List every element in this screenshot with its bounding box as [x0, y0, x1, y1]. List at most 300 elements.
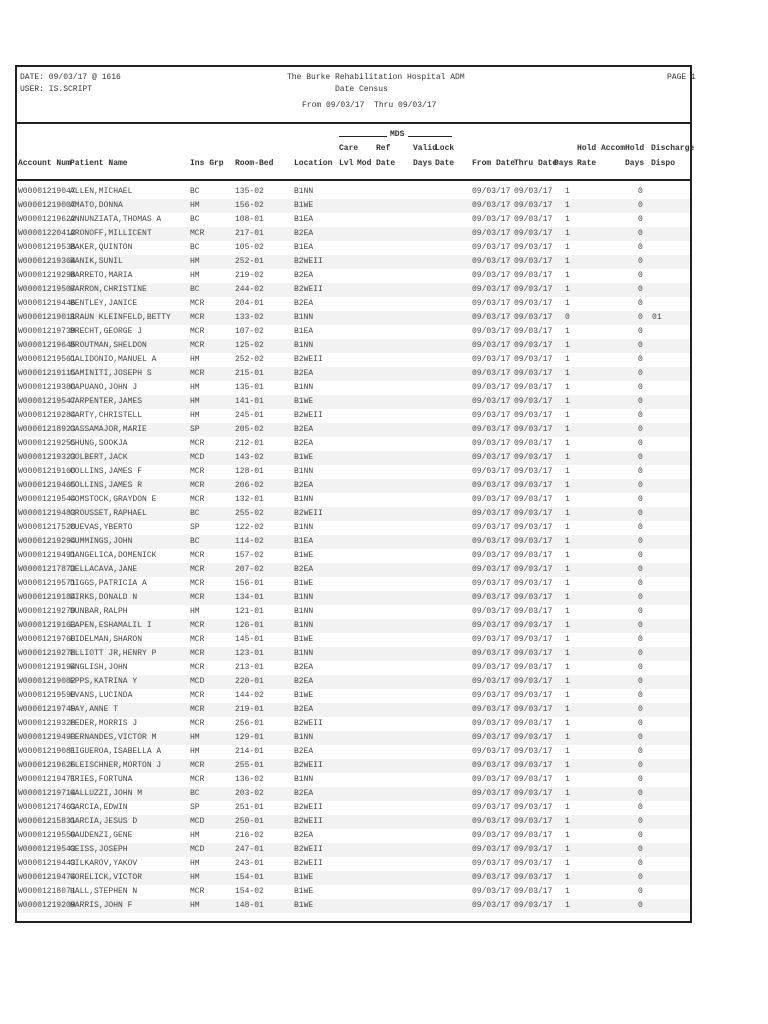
table-row [17, 577, 690, 591]
cell-days: 1 [565, 467, 570, 476]
cell-location: B1NN [294, 621, 314, 630]
col-rate: Rate [577, 159, 597, 168]
cell-account-num: W00001219007 [18, 201, 76, 210]
table-row [17, 255, 690, 269]
cell-days: 1 [565, 369, 570, 378]
cell-room-bed: 123-01 [235, 649, 264, 658]
cell-account-num: W00001219160 [18, 467, 76, 476]
cell-from-date: 09/03/17 [472, 285, 511, 294]
cell-account-num: W00001219550 [18, 831, 76, 840]
cell-patient-name: CAMINITI,JOSEPH S [70, 369, 152, 378]
cell-account-num: W00001219364 [18, 257, 76, 266]
cell-account-num: W00001217528 [18, 523, 76, 532]
cell-from-date: 09/03/17 [472, 775, 511, 784]
table-row [17, 325, 690, 339]
cell-thru-date: 09/03/17 [514, 481, 553, 490]
cell-thru-date: 09/03/17 [514, 873, 553, 882]
cell-room-bed: 252-02 [235, 355, 264, 364]
cell-days: 1 [565, 607, 570, 616]
cell-account-num: W00001219278 [18, 649, 76, 658]
table-row [17, 521, 690, 535]
cell-thru-date: 09/03/17 [514, 831, 553, 840]
cell-hold-days: 0 [638, 341, 643, 350]
cell-ins-grp: BC [190, 509, 200, 518]
col-care-top: Care [339, 144, 359, 153]
cell-patient-name: CUMMINGS,JOHN [70, 537, 133, 546]
cell-ins-grp: MCR [190, 313, 205, 322]
cell-thru-date: 09/03/17 [514, 621, 553, 630]
cell-from-date: 09/03/17 [472, 607, 511, 616]
cell-hold-days: 0 [638, 887, 643, 896]
cell-days: 1 [565, 397, 570, 406]
cell-days: 1 [565, 299, 570, 308]
cell-ins-grp: HM [190, 383, 200, 392]
cell-patient-name: FERNANDES,VICTOR M [70, 733, 157, 742]
cell-location: B2WEII [294, 257, 323, 266]
table-row [17, 843, 690, 857]
cell-thru-date: 09/03/17 [514, 425, 553, 434]
cell-hold-days: 0 [638, 537, 643, 546]
cell-hold-days: 0 [638, 621, 643, 630]
cell-ins-grp: MCR [190, 649, 205, 658]
cell-account-num: W00001219446 [18, 299, 76, 308]
cell-days: 1 [565, 551, 570, 560]
table-row [17, 815, 690, 829]
cell-thru-date: 09/03/17 [514, 215, 553, 224]
table-row [17, 829, 690, 843]
cell-room-bed: 245-01 [235, 411, 264, 420]
cell-thru-date: 09/03/17 [514, 201, 553, 210]
cell-location: B2EA [294, 747, 314, 756]
cell-ins-grp: HM [190, 201, 200, 210]
cell-ins-grp: MCR [190, 467, 205, 476]
cell-room-bed: 250-01 [235, 817, 264, 826]
cell-ins-grp: HM [190, 397, 200, 406]
cell-ins-grp: MCR [190, 579, 205, 588]
cell-location: B1NN [294, 775, 314, 784]
cell-account-num: W00001219298 [18, 271, 76, 280]
cell-location: B2EA [294, 565, 314, 574]
cell-ins-grp: HM [190, 355, 200, 364]
cell-days: 1 [565, 215, 570, 224]
cell-patient-name: CROUSSET,RAPHAEL [70, 509, 147, 518]
cell-account-num: W00001219284 [18, 411, 76, 420]
cell-from-date: 09/03/17 [472, 691, 511, 700]
cell-from-date: 09/03/17 [472, 453, 511, 462]
cell-room-bed: 213-01 [235, 663, 264, 672]
col-dispo: Dispo [651, 159, 676, 168]
cell-hold-days: 0 [638, 299, 643, 308]
cell-hold-days: 0 [638, 831, 643, 840]
table-row [17, 563, 690, 577]
cell-room-bed: 203-02 [235, 789, 264, 798]
cell-hold-days: 0 [638, 411, 643, 420]
cell-thru-date: 09/03/17 [514, 803, 553, 812]
cell-thru-date: 09/03/17 [514, 817, 553, 826]
cell-room-bed: 243-01 [235, 859, 264, 868]
cell-account-num: W00001219760 [18, 635, 76, 644]
cell-thru-date: 09/03/17 [514, 593, 553, 602]
cell-hold-days: 0 [638, 257, 643, 266]
cell-account-num: W00001219538 [18, 243, 76, 252]
cell-patient-name: ENGLISH,JOHN [70, 663, 128, 672]
cell-patient-name: FEDER,MORRIS J [70, 719, 138, 728]
cell-location: B2EA [294, 663, 314, 672]
cell-days: 1 [565, 327, 570, 336]
cell-location: B1WE [294, 579, 314, 588]
cell-patient-name: DELLACAVA,JANE [70, 565, 138, 574]
table-row [17, 549, 690, 563]
cell-from-date: 09/03/17 [472, 271, 511, 280]
cell-room-bed: 219-01 [235, 705, 264, 714]
cell-location: B1NN [294, 495, 314, 504]
cell-thru-date: 09/03/17 [514, 747, 553, 756]
cell-thru-date: 09/03/17 [514, 453, 553, 462]
cell-hold-days: 0 [638, 495, 643, 504]
col-valid-days: Days [413, 159, 433, 168]
cell-days: 1 [565, 873, 570, 882]
cell-account-num: W00001219543 [18, 845, 76, 854]
cell-account-num: W00001219474 [18, 873, 76, 882]
cell-hold-days: 0 [638, 677, 643, 686]
cell-hold-days: 0 [638, 481, 643, 490]
cell-from-date: 09/03/17 [472, 257, 511, 266]
cell-from-date: 09/03/17 [472, 229, 511, 238]
cell-patient-name: CARTY,CHRISTELL [70, 411, 143, 420]
cell-days: 1 [565, 425, 570, 434]
table-row [17, 241, 690, 255]
cell-from-date: 09/03/17 [472, 873, 511, 882]
cell-hold-days: 0 [638, 733, 643, 742]
cell-from-date: 09/03/17 [472, 369, 511, 378]
cell-room-bed: 133-02 [235, 313, 264, 322]
cell-thru-date: 09/03/17 [514, 537, 553, 546]
table-row [17, 339, 690, 353]
cell-from-date: 09/03/17 [472, 425, 511, 434]
cell-hold-days: 0 [638, 467, 643, 476]
cell-from-date: 09/03/17 [472, 397, 511, 406]
cell-room-bed: 204-01 [235, 299, 264, 308]
cell-from-date: 09/03/17 [472, 313, 511, 322]
cell-location: B2WEII [294, 509, 323, 518]
cell-account-num: W00001219323 [18, 453, 76, 462]
cell-patient-name: CASSAMAJOR,MARIE [70, 425, 147, 434]
cell-ins-grp: MCR [190, 565, 205, 574]
cell-account-num: W00001215831 [18, 817, 76, 826]
col-mod: Mod [357, 159, 372, 168]
cell-location: B1NN [294, 593, 314, 602]
cell-account-num: W00001219255 [18, 439, 76, 448]
cell-location: B1EA [294, 537, 314, 546]
cell-location: B1WE [294, 887, 314, 896]
cell-days: 1 [565, 691, 570, 700]
cell-hold-days: 0 [638, 649, 643, 658]
col-hold-accom-top: Hold Accom [577, 144, 626, 153]
cell-account-num: W00001219544 [18, 495, 76, 504]
cell-location: B1NN [294, 383, 314, 392]
census-rows [17, 185, 690, 913]
cell-thru-date: 09/03/17 [514, 369, 553, 378]
cell-account-num: W00001219081 [18, 747, 76, 756]
cell-room-bed: 214-01 [235, 747, 264, 756]
table-row [17, 871, 690, 885]
cell-hold-days: 0 [638, 271, 643, 280]
cell-from-date: 09/03/17 [472, 831, 511, 840]
cell-hold-days: 0 [638, 817, 643, 826]
cell-room-bed: 212-01 [235, 439, 264, 448]
cell-days: 1 [565, 481, 570, 490]
table-row [17, 367, 690, 381]
cell-location: B2WEII [294, 411, 323, 420]
cell-days: 1 [565, 789, 570, 798]
cell-account-num: W00001219714 [18, 789, 76, 798]
cell-thru-date: 09/03/17 [514, 705, 553, 714]
cell-thru-date: 09/03/17 [514, 467, 553, 476]
cell-location: B1WE [294, 873, 314, 882]
mds-label: MDS [390, 130, 405, 139]
table-row [17, 759, 690, 773]
table-row [17, 479, 690, 493]
cell-from-date: 09/03/17 [472, 439, 511, 448]
cell-from-date: 09/03/17 [472, 705, 511, 714]
cell-location: B2EA [294, 369, 314, 378]
cell-hold-days: 0 [638, 747, 643, 756]
cell-patient-name: BENTLEY,JANICE [70, 299, 138, 308]
cell-location: B1NN [294, 341, 314, 350]
cell-room-bed: 205-02 [235, 425, 264, 434]
cell-patient-name: BARRON,CHRISTINE [70, 285, 147, 294]
cell-account-num: W00001219547 [18, 397, 76, 406]
cell-location: B1NN [294, 733, 314, 742]
cell-ins-grp: BC [190, 789, 200, 798]
cell-thru-date: 09/03/17 [514, 509, 553, 518]
cell-patient-name: ALLEN,MICHAEL [70, 187, 133, 196]
cell-patient-name: COLLINS,JAMES R [70, 481, 143, 490]
cell-room-bed: 125-02 [235, 341, 264, 350]
cell-room-bed: 216-02 [235, 831, 264, 840]
cell-account-num: W00001219011 [18, 313, 76, 322]
cell-account-num: W00001219294 [18, 537, 76, 546]
cell-from-date: 09/03/17 [472, 299, 511, 308]
table-row [17, 605, 690, 619]
cell-account-num: W00001219491 [18, 551, 76, 560]
col-from-date: From Date [472, 159, 516, 168]
table-row [17, 745, 690, 759]
table-row [17, 297, 690, 311]
cell-patient-name: ELLIOTT JR,HENRY P [70, 649, 157, 658]
cell-patient-name: GILKAROV,YAKOV [70, 859, 138, 868]
cell-days: 1 [565, 705, 570, 714]
cell-from-date: 09/03/17 [472, 551, 511, 560]
cell-ins-grp: BC [190, 215, 200, 224]
cell-patient-name: FIGUEROA,ISABELLA A [70, 747, 162, 756]
table-row [17, 591, 690, 605]
cell-room-bed: 108-01 [235, 215, 264, 224]
table-row [17, 661, 690, 675]
col-hold-top: Hold [625, 144, 645, 153]
cell-account-num: W00001217463 [18, 803, 76, 812]
cell-account-num: W00001219465 [18, 481, 76, 490]
cell-hold-days: 0 [638, 383, 643, 392]
cell-from-date: 09/03/17 [472, 761, 511, 770]
col-patient-name: Patient Name [70, 159, 128, 168]
cell-location: B1NN [294, 467, 314, 476]
table-row [17, 283, 690, 297]
cell-room-bed: 141-01 [235, 397, 264, 406]
col-lock-date: Date [435, 159, 455, 168]
cell-hold-days: 0 [638, 229, 643, 238]
cell-thru-date: 09/03/17 [514, 411, 553, 420]
cell-account-num: W00001219626 [18, 761, 76, 770]
cell-thru-date: 09/03/17 [514, 635, 553, 644]
cell-room-bed: 126-01 [235, 621, 264, 630]
cell-days: 1 [565, 775, 570, 784]
cell-location: B2WEII [294, 859, 323, 868]
cell-hold-days: 0 [638, 201, 643, 210]
cell-account-num: W00001219194 [18, 663, 76, 672]
cell-location: B1NN [294, 187, 314, 196]
cell-days: 1 [565, 803, 570, 812]
cell-days: 1 [565, 285, 570, 294]
cell-ins-grp: HM [190, 257, 200, 266]
cell-room-bed: 156-01 [235, 579, 264, 588]
cell-room-bed: 220-01 [235, 677, 264, 686]
table-row [17, 493, 690, 507]
cell-from-date: 09/03/17 [472, 243, 511, 252]
cell-from-date: 09/03/17 [472, 509, 511, 518]
cell-thru-date: 09/03/17 [514, 243, 553, 252]
cell-room-bed: 121-01 [235, 607, 264, 616]
cell-hold-days: 0 [638, 187, 643, 196]
cell-hold-days: 0 [638, 607, 643, 616]
cell-hold-days: 0 [638, 719, 643, 728]
table-row [17, 535, 690, 549]
cell-account-num: W00001219115 [18, 369, 76, 378]
table-row [17, 633, 690, 647]
table-row [17, 465, 690, 479]
cell-hold-days: 0 [638, 579, 643, 588]
cell-location: B2WEII [294, 285, 323, 294]
cell-from-date: 09/03/17 [472, 663, 511, 672]
col-ref-top: Ref [376, 144, 391, 153]
page-number: PAGE 1 [667, 73, 696, 82]
cell-location: B1WE [294, 691, 314, 700]
cell-thru-date: 09/03/17 [514, 579, 553, 588]
cell-hold-days: 0 [638, 901, 643, 910]
cell-location: B2EA [294, 831, 314, 840]
cell-ins-grp: MCD [190, 817, 205, 826]
cell-days: 1 [565, 439, 570, 448]
cell-hold-days: 0 [638, 453, 643, 462]
cell-patient-name: CAPUANO,JOHN J [70, 383, 138, 392]
cell-days: 1 [565, 243, 570, 252]
cell-from-date: 09/03/17 [472, 621, 511, 630]
cell-patient-name: BARRETO,MARIA [70, 271, 133, 280]
table-row [17, 451, 690, 465]
cell-ins-grp: MCR [190, 327, 205, 336]
cell-room-bed: 256-01 [235, 719, 264, 728]
table-row [17, 227, 690, 241]
cell-days: 0 [565, 313, 570, 322]
cell-thru-date: 09/03/17 [514, 551, 553, 560]
cell-room-bed: 135-02 [235, 187, 264, 196]
table-row [17, 899, 690, 913]
cell-account-num: W00001219380 [18, 383, 76, 392]
cell-account-num: W00001218071 [18, 887, 76, 896]
cell-room-bed: 144-02 [235, 691, 264, 700]
table-row [17, 213, 690, 227]
cell-location: B2EA [294, 481, 314, 490]
cell-ins-grp: SP [190, 523, 200, 532]
cell-days: 1 [565, 411, 570, 420]
cell-hold-days: 0 [638, 243, 643, 252]
cell-patient-name: FRIES,FORTUNA [70, 775, 133, 784]
table-row [17, 409, 690, 423]
cell-discharge-dispo: 01 [652, 313, 662, 322]
report-header [17, 67, 696, 124]
cell-from-date: 09/03/17 [472, 467, 511, 476]
cell-patient-name: BRAUN KLEINFELD,BETTY [70, 313, 171, 322]
cell-hold-days: 0 [638, 425, 643, 434]
table-row [17, 423, 690, 437]
cell-from-date: 09/03/17 [472, 649, 511, 658]
cell-hold-days: 0 [638, 775, 643, 784]
cell-days: 1 [565, 719, 570, 728]
cell-hold-days: 0 [638, 313, 643, 322]
cell-days: 1 [565, 355, 570, 364]
cell-location: B1NN [294, 607, 314, 616]
cell-days: 1 [565, 509, 570, 518]
cell-account-num: W00001217873 [18, 565, 76, 574]
cell-hold-days: 0 [638, 523, 643, 532]
cell-patient-name: GAUDENZI,GENE [70, 831, 133, 840]
cell-days: 1 [565, 453, 570, 462]
col-valid-top: Valid [413, 144, 438, 153]
table-row [17, 675, 690, 689]
cell-from-date: 09/03/17 [472, 733, 511, 742]
table-row [17, 885, 690, 899]
cell-room-bed: 255-02 [235, 509, 264, 518]
cell-location: B2EA [294, 705, 314, 714]
cell-thru-date: 09/03/17 [514, 901, 553, 910]
cell-days: 1 [565, 229, 570, 238]
cell-patient-name: HARRIS,JOHN F [70, 901, 133, 910]
col-hold-days: Days [625, 159, 645, 168]
cell-account-num: W00001218923 [18, 425, 76, 434]
cell-patient-name: GORELICK,VICTOR [70, 873, 143, 882]
cell-thru-date: 09/03/17 [514, 495, 553, 504]
cell-ins-grp: MCR [190, 775, 205, 784]
cell-ins-grp: HM [190, 607, 200, 616]
table-row [17, 689, 690, 703]
cell-from-date: 09/03/17 [472, 803, 511, 812]
cell-room-bed: 154-01 [235, 873, 264, 882]
cell-patient-name: DIRKS,DONALD N [70, 593, 138, 602]
cell-hold-days: 0 [638, 439, 643, 448]
report-date-range: From 09/03/17 Thru 09/03/17 [302, 101, 437, 110]
cell-ins-grp: SP [190, 425, 200, 434]
cell-location: B2WEII [294, 355, 323, 364]
cell-days: 1 [565, 579, 570, 588]
col-ref-date: Date [376, 159, 396, 168]
cell-from-date: 09/03/17 [472, 817, 511, 826]
cell-room-bed: 128-01 [235, 467, 264, 476]
cell-days: 1 [565, 817, 570, 826]
cell-days: 1 [565, 271, 570, 280]
cell-ins-grp: MCR [190, 719, 205, 728]
cell-account-num: W00001220412 [18, 229, 76, 238]
col-days: Days [554, 159, 574, 168]
